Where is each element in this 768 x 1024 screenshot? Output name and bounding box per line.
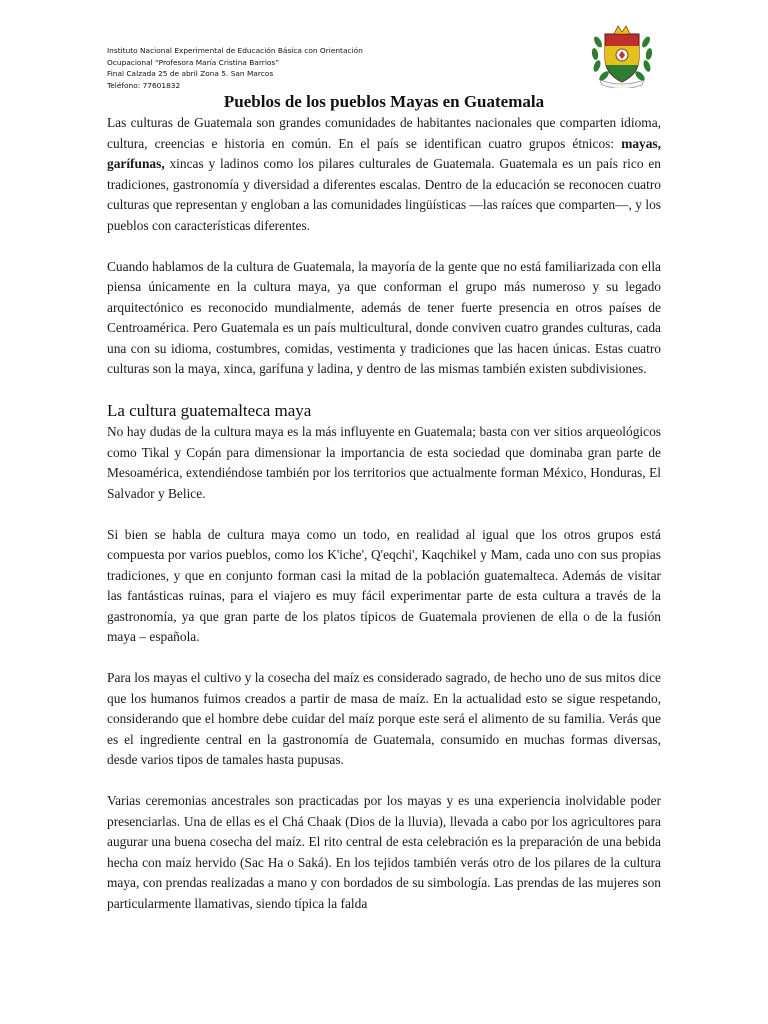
paragraph-intro-bold: mayas, garífunas, bbox=[107, 135, 661, 171]
paragraph-intro-part-a: Las culturas de Guatemala son grandes comunidades de habitantes nacionales que comparten idioma, cultura, creencias e historia en común. En el país se identifican cuatro grupos étnicos: bbox=[107, 115, 661, 151]
header-line-phone: Teléfono: 77601832 bbox=[107, 80, 181, 90]
header-line-institution: Instituto Nacional Experimental de Educación Básica con Orientación bbox=[107, 46, 363, 55]
paragraph-maya-influence: No hay dudas de la cultura maya es la más influyente en Guatemala; basta con ver sitios arqueológicos como Tikal y Copán para dimensionar la importancia de esta sociedad que dominaba gran parte de Mesoamérica, extendiéndose también por los territorios que actualmente forman México, Honduras, El Salvador y Belice. bbox=[107, 424, 661, 501]
paragraph-maize: Para los mayas el cultivo y la cosecha del maíz es considerado sagrado, de hecho uno de sus mitos dice que los humanos fuimos creados a partir de masa de maíz. En la actualidad esto se sigue respetando, considerando que el hombre debe cuidar del maíz porque este será el alimento de su familia. Verás que es el ingrediente central en la gastronomía de Guatemala, consumido en muchas formas diversas, desde varios tipos de tamales hasta pupusas. bbox=[107, 670, 661, 767]
institution-header bbox=[107, 45, 527, 91]
section-heading-maya: La cultura guatemalteca maya bbox=[107, 401, 312, 420]
paragraph-ceremonies: Varias ceremonias ancestrales son practicadas por los mayas y es una experiencia inolvidable poder presenciarlas. Una de ellas es el Chá Chaak (Dios de la lluvia), llevada a cabo por los agricultores para augurar una buena cosecha del maíz. El rito central de esta celebración es la preparación de una bebida hecha con maíz hervido (Sac Ha o Saká). En los tejidos también verás otro de los pilares de la cultura maya, con prendas realizadas a mano y con bordados de su simbología. Las prendas de las mujeres son particularmente llamativas, siendo típica la falda bbox=[107, 793, 661, 911]
school-crest-logo bbox=[588, 22, 656, 88]
header-line-orientation: Ocupacional “Profesora María Cristina Barrios” bbox=[107, 57, 280, 67]
paragraph-maya-peoples: Si bien se habla de cultura maya como un todo, en realidad al igual que los otros grupos está compuesta por varios pueblos, como los K'iche', Q'eqchi', Kaqchikel y Mam, cada uno con sus propias tradiciones, y que en conjunto forman casi la mitad de la población guatemalteca. Además de visitar las fantásticas ruinas, para el viajero es muy fácil experimentar parte de esta cultura a través de la gastronomía, ya que gran parte de los platos típicos de Guatemala provienen de ella o de la fusión maya – española. bbox=[107, 526, 661, 644]
paragraph-multicultural: Cuando hablamos de la cultura de Guatemala, la mayoría de la gente que no está familiarizada con ella piensa únicamente en la cultura maya, ya que conforman el grupo más numeroso y su legado arquitectónico es reconocido mundialmente, además de tener fuerte presencia en otros países de Centroamérica. Pero Guatemala es un país multicultural, donde conviven cuatro grandes culturas, cada una con su idioma, costumbres, comidas, vestimenta y tradiciones que las hacen únicas. Estas cuatro culturas son la maya, xinca, garífuna y ladina, y dentro de las mismas también existen subdivisiones. bbox=[107, 258, 661, 376]
page-title: Pueblos de los pueblos Mayas en Guatemala bbox=[223, 92, 545, 111]
header-line-address: Final Calzada 25 de abril Zona 5. San Marcos bbox=[107, 69, 274, 79]
paragraph-intro bbox=[107, 113, 661, 236]
document-body bbox=[107, 113, 661, 935]
paragraph-intro-part-c: xincas y ladinos como los pilares culturales de Guatemala. Guatemala es un país rico en tradiciones, gastronomía y diversidad a diferentes escalas. Dentro de la educación se reconocen cuatro culturas que representan y engloban a las comunidades lingüísticas —las raíces que comparten—, y los pueblos con características diferentes. bbox=[107, 156, 661, 233]
